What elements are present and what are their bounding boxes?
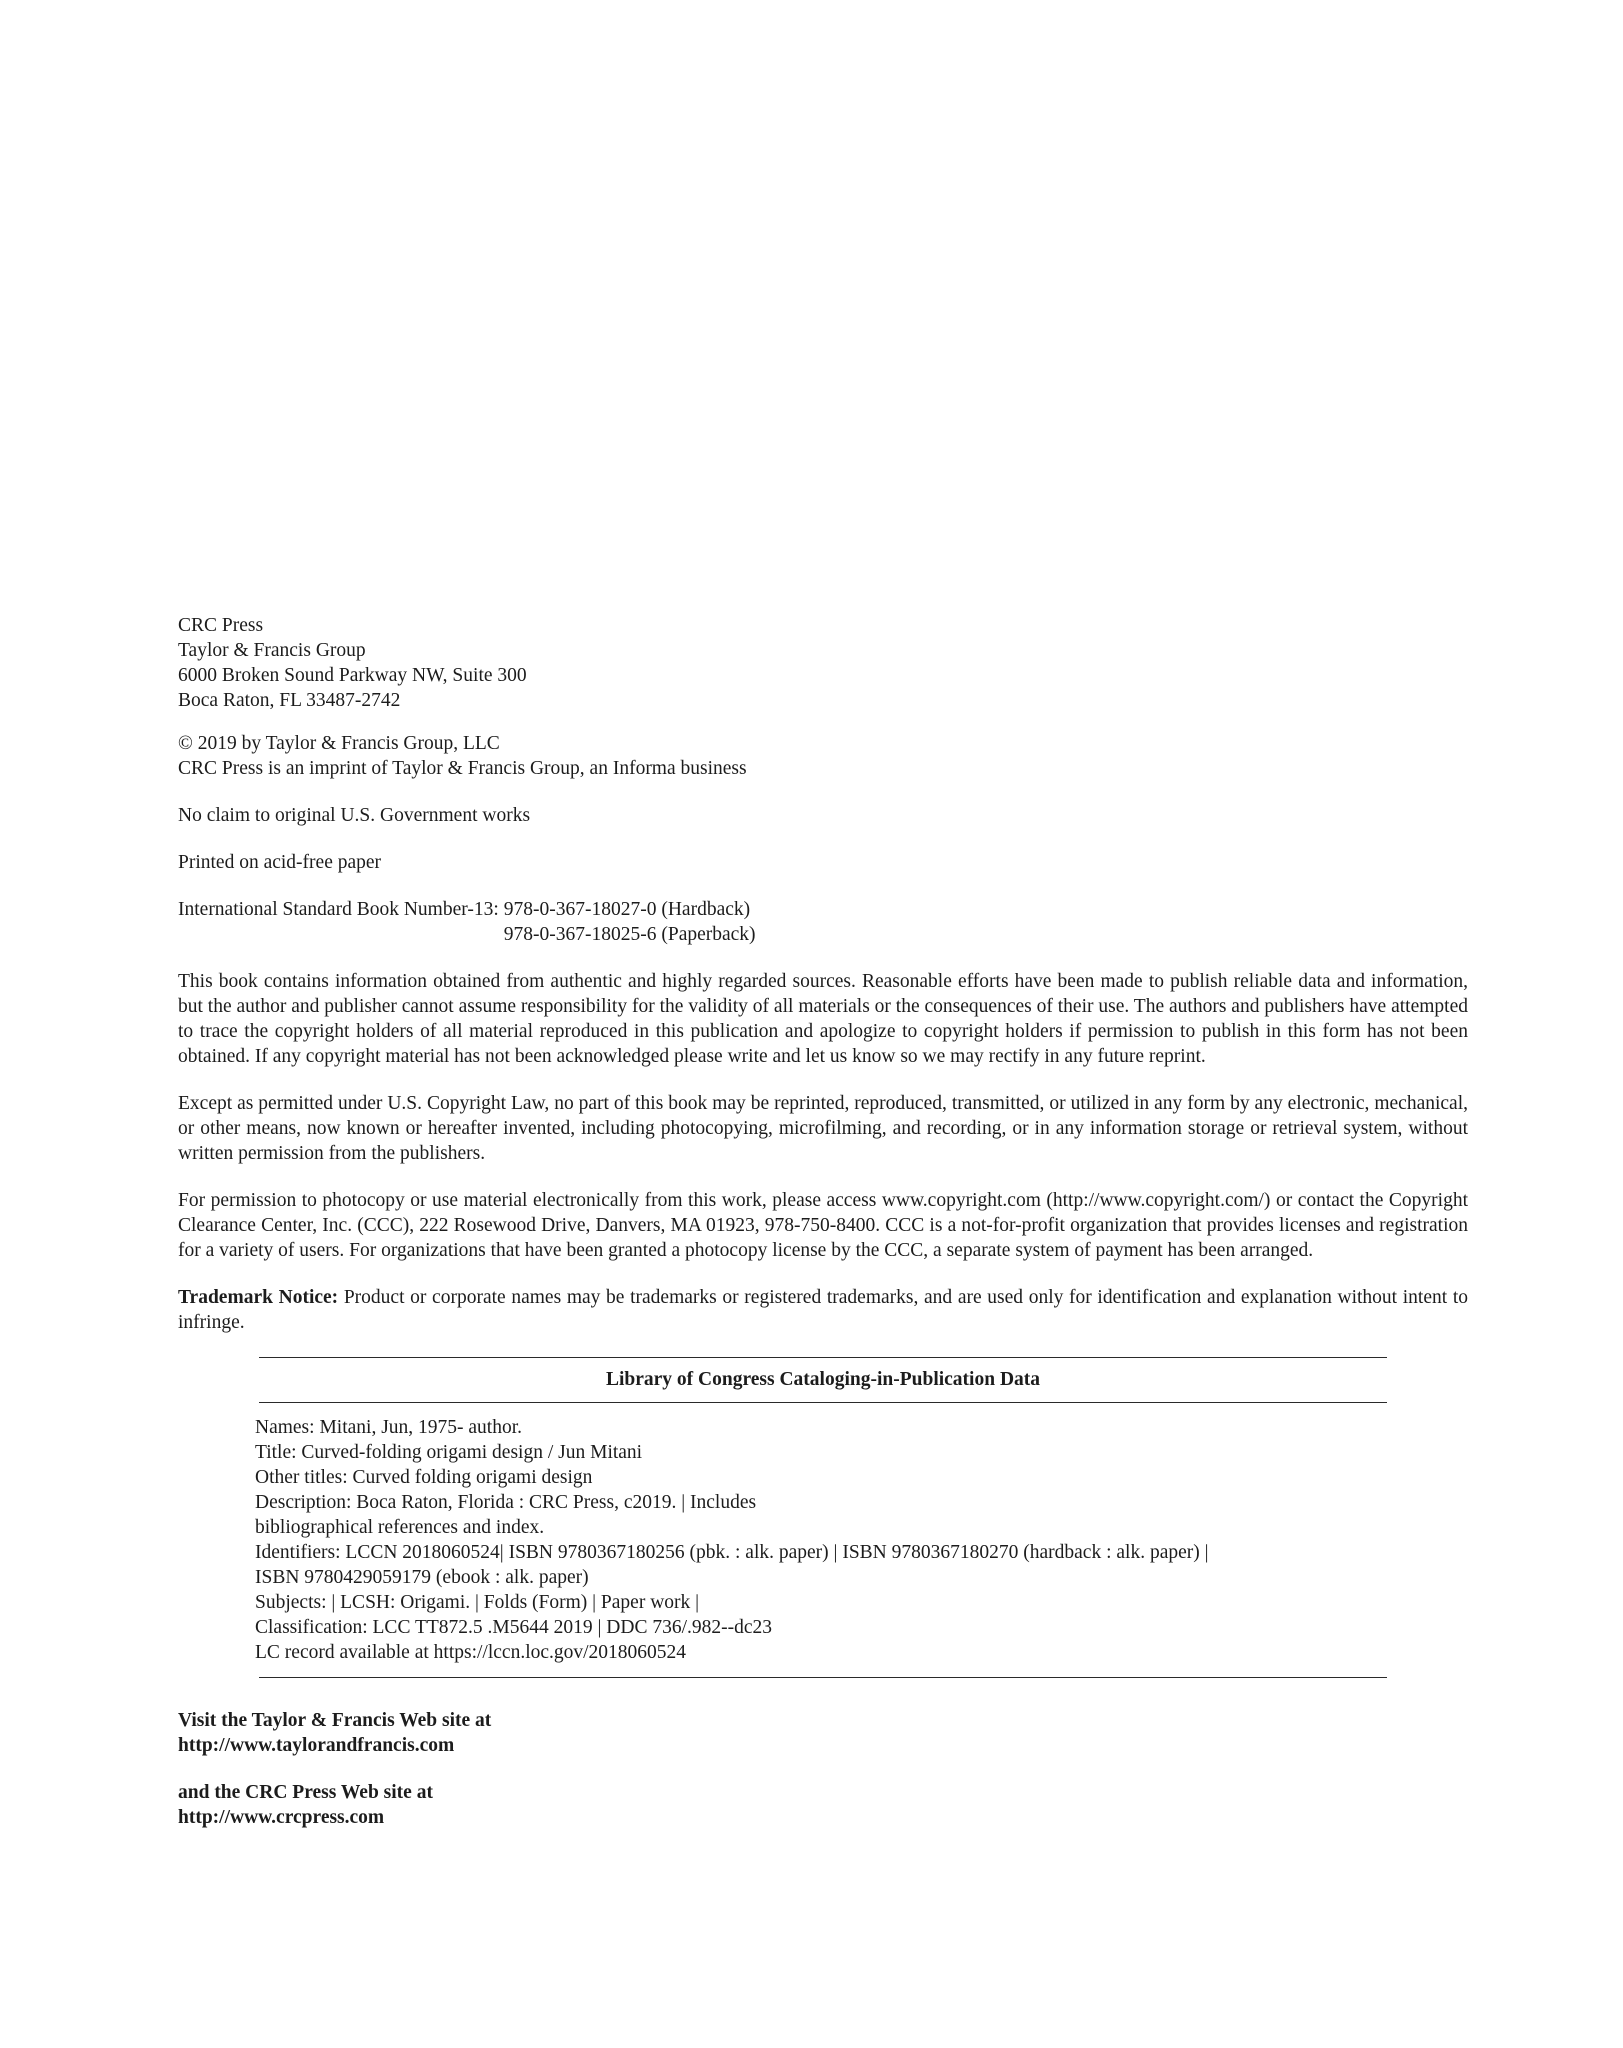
isbn-paperback: 978-0-367-18025-6 (Paperback) xyxy=(503,924,756,945)
crc-website-url[interactable]: http://www.crcpress.com xyxy=(178,1807,385,1828)
publisher-line: CRC Press xyxy=(178,615,264,636)
copyright-notice xyxy=(178,731,1468,781)
copyright-line: CRC Press is an imprint of Taylor & Francis Group, an Informa business xyxy=(178,758,747,779)
tf-website-label: Visit the Taylor & Francis Web site at xyxy=(178,1710,492,1731)
copyright-page xyxy=(178,613,1468,1830)
cip-line: bibliographical references and index. xyxy=(255,1517,545,1538)
cip-line: ISBN 9780429059179 (ebook : alk. paper) xyxy=(255,1567,589,1588)
cip-line: Identifiers: LCCN 2018060524| ISBN 9780367180256 (pbk. : alk. paper) | ISBN 9780367180270 (hardback : alk. paper) | xyxy=(255,1542,1209,1563)
trademark-text: Product or corporate names may be trademarks or registered trademarks, and are used only for identification and explanation without intent to infringe. xyxy=(178,1287,1468,1333)
disclaimer-paragraph: This book contains information obtained from authentic and highly regarded sources. Reasonable efforts have been made to publish reliable data and information, but the author and publisher cannot assume responsibility for the validity of all materials or the consequences of their use. The authors and publishers have attempted to trace the copyright holders of all material reproduced in this publication and apologize to copyright holders if permission to publish in this form has not been obtained. If any copyright material has not been acknowledged please write and let us know so we may rectify in any future reprint. xyxy=(178,971,1468,1067)
no-claim-notice: No claim to original U.S. Government works xyxy=(178,805,531,826)
publisher-address xyxy=(178,613,1468,713)
isbn-hardback: 978-0-367-18027-0 (Hardback) xyxy=(503,899,751,920)
cip-line: Names: Mitani, Jun, 1975- author. xyxy=(255,1417,523,1438)
isbn-label: International Standard Book Number-13: xyxy=(178,899,499,920)
isbn-block xyxy=(178,897,1468,947)
cip-data-box xyxy=(255,1357,1387,1678)
copyright-line: © 2019 by Taylor & Francis Group, LLC xyxy=(178,733,500,754)
printed-notice: Printed on acid-free paper xyxy=(178,852,382,873)
publisher-line: Taylor & Francis Group xyxy=(178,640,366,661)
tf-website-url[interactable]: http://www.taylorandfrancis.com xyxy=(178,1735,455,1756)
trademark-label: Trademark Notice: xyxy=(178,1287,339,1308)
cip-body xyxy=(255,1403,1387,1677)
copyright-law-paragraph: Except as permitted under U.S. Copyright Law, no part of this book may be reprinted, reproduced, transmitted, or utilized in any form by any electronic, mechanical, or other means, now known or hereafter invented, including photocopying, microfilming, and recording, or in any information storage or retrieval system, without written permission from the publishers. xyxy=(178,1093,1468,1164)
crc-website-label: and the CRC Press Web site at xyxy=(178,1782,433,1803)
cip-line: Title: Curved-folding origami design / Jun Mitani xyxy=(255,1442,643,1463)
cip-line: Other titles: Curved folding origami design xyxy=(255,1467,593,1488)
cip-bottom-rule xyxy=(259,1677,1387,1678)
publisher-line: Boca Raton, FL 33487-2742 xyxy=(178,690,401,711)
cip-line: Description: Boca Raton, Florida : CRC Press, c2019. | Includes xyxy=(255,1492,757,1513)
cip-title: Library of Congress Cataloging-in-Publication Data xyxy=(605,1369,1041,1390)
crc-website-block xyxy=(178,1780,1468,1830)
tf-website-block xyxy=(178,1708,1468,1758)
cip-line: LC record available at https://lccn.loc.gov/2018060524 xyxy=(255,1642,687,1663)
permission-paragraph: For permission to photocopy or use material electronically from this work, please access www.copyright.com (http://www.copyright.com/) or contact the Copyright Clearance Center, Inc. (CCC), 222 Rosewood Drive, Danvers, MA 01923, 978-750-8400. CCC is a not-for-profit organization that provides licenses and registration for a variety of users. For organizations that have been granted a photocopy license by the CCC, a separate system of payment has been arranged. xyxy=(178,1190,1468,1261)
trademark-paragraph xyxy=(178,1285,1468,1335)
cip-line: Subjects: | LCSH: Origami. | Folds (Form) | Paper work | xyxy=(255,1592,700,1613)
publisher-line: 6000 Broken Sound Parkway NW, Suite 300 xyxy=(178,665,527,686)
cip-line: Classification: LCC TT872.5 .M5644 2019 | DDC 736/.982--dc23 xyxy=(255,1617,773,1638)
